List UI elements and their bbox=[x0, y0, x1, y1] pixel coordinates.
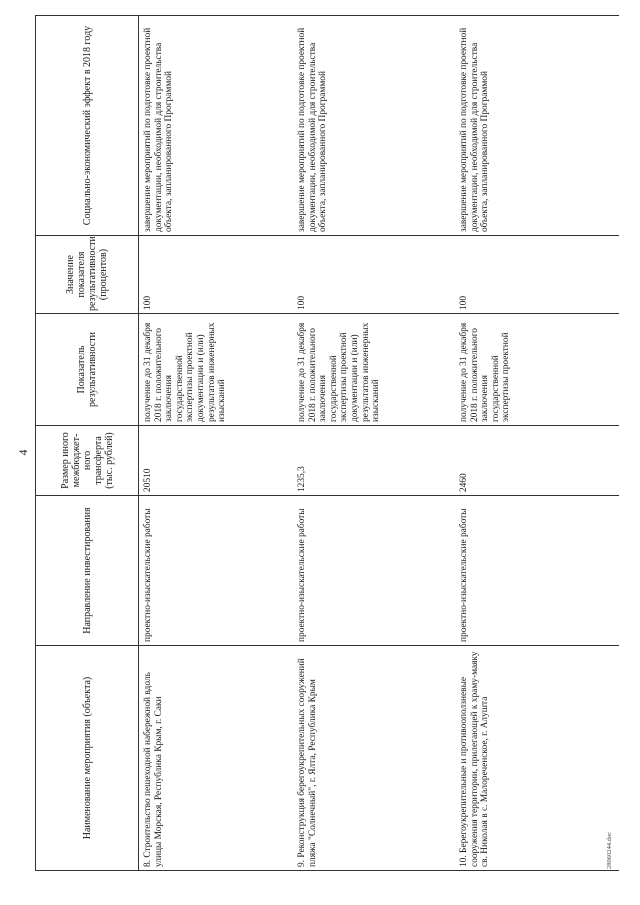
cell-direction: проектно-изыскательские работы bbox=[293, 496, 455, 646]
cell-effect: завершение мероприятий по подготовке проектной документации, необходимой для строительства объекта, запланированного Программой bbox=[139, 16, 294, 236]
cell-indicator: получение до 31 декабря 2018 г. положительного заключения государственной экспертизы проектной документации и (или) результатов инженерных изысканий bbox=[293, 314, 455, 426]
cell-name: 8. Строительство пешеходной набережной вдоль улицы Морская, Республика Крым, г. Саки bbox=[139, 646, 294, 871]
cell-value: 100 bbox=[139, 236, 294, 314]
investment-table bbox=[35, 15, 619, 871]
cell-name: 10. Берегоукрепительные и противооползневые сооружения территории, прилегающей к храму-маяку св. Николая в с. Малореченское, г. Алушта bbox=[455, 646, 619, 871]
cell-value: 100 bbox=[455, 236, 619, 314]
header-effect: Социально-экономический эффект в 2018 году bbox=[36, 16, 139, 236]
cell-effect: завершение мероприятий по подготовке проектной документации, необходимой для строительства объекта, запланированного Программой bbox=[293, 16, 455, 236]
header-value: Значение показателя результативности (процентов) bbox=[36, 236, 139, 314]
cell-effect: завершение мероприятий по подготовке проектной документации, необходимой для строительства объекта, запланированного Программой bbox=[455, 16, 619, 236]
cell-direction: проектно-изыскательские работы bbox=[455, 496, 619, 646]
cell-indicator: получение до 31 декабря 2018 г. положительного заключения государственной экспертизы проектной bbox=[455, 314, 619, 426]
table-header-row bbox=[36, 16, 139, 871]
cell-value: 100 bbox=[293, 236, 455, 314]
header-indicator: Показатель результативности bbox=[36, 314, 139, 426]
cell-direction: проектно-изыскательские работы bbox=[139, 496, 294, 646]
table-row bbox=[139, 16, 294, 871]
header-amount: Размер иного межбюджет-ного трансферта (тыс. рублей) bbox=[36, 426, 139, 496]
table-row bbox=[455, 16, 619, 871]
page-number: 4 bbox=[16, 449, 30, 456]
cell-amount: 2460 bbox=[455, 426, 619, 496]
table-row bbox=[293, 16, 455, 871]
cell-amount: 1235,3 bbox=[293, 426, 455, 496]
cell-amount: 20510 bbox=[139, 426, 294, 496]
header-direction: Направление инвестирования bbox=[36, 496, 139, 646]
cell-name: 9. Реконструкция берегоукрепительных сооружений пляжа "Солнечный", г. Ялта, Республика Крым bbox=[293, 646, 455, 871]
cell-indicator: получение до 31 декабря 2018 г. положительного заключения государственной экспертизы проектной документации и (или) результатов инженерных изысканий bbox=[139, 314, 294, 426]
header-name: Наименование мероприятия (объекта) bbox=[36, 646, 139, 871]
footer-file-code: 28060244.doc bbox=[606, 831, 613, 869]
